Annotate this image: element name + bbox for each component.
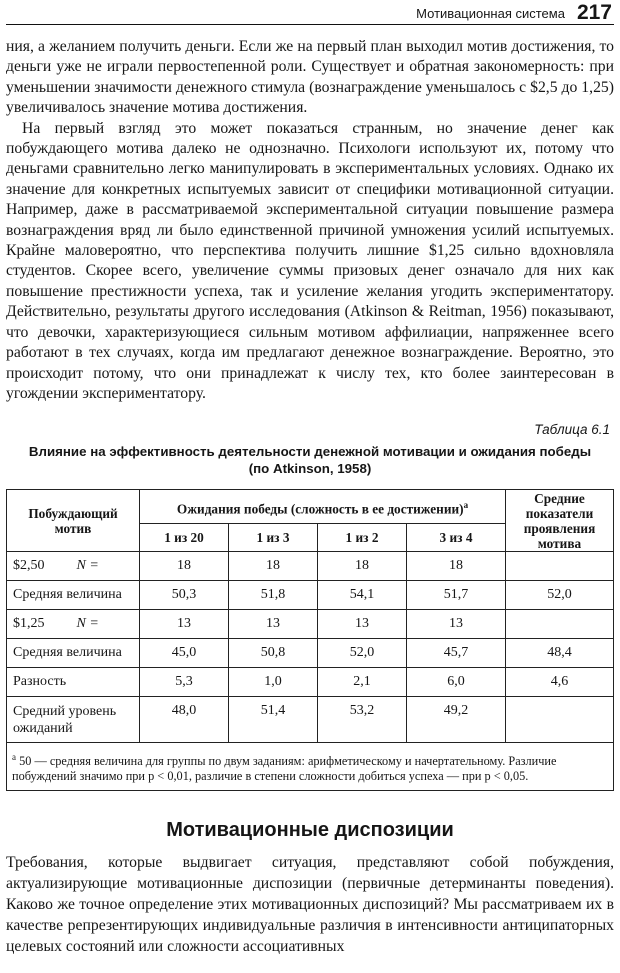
section-heading: Мотивационные диспозиции [166, 819, 454, 842]
table-cell: 45,7 [407, 639, 506, 668]
table-footnote [6, 743, 614, 791]
table-cell: 2,1 [318, 668, 407, 697]
average-cell [506, 697, 614, 743]
table-cell: 54,1 [318, 581, 407, 610]
average-cell [506, 610, 614, 639]
row-label [7, 552, 140, 581]
n-equals: N = [76, 558, 99, 574]
footnote-marker: а [12, 752, 16, 763]
average-cell: 48,4 [506, 639, 614, 668]
table-cell: 13 [140, 610, 229, 639]
table-cell: 48,0 [140, 697, 229, 743]
table-title-line-1: Влияние на эффективность деятельности денежной мотивации и ожидания победы [28, 444, 592, 460]
table-cell: 52,0 [318, 639, 407, 668]
subheader-4: 3 из 4 [407, 524, 506, 552]
average-cell: 4,6 [506, 668, 614, 697]
row-label [7, 610, 140, 639]
n-equals: N = [76, 616, 99, 632]
table-cell: 53,2 [318, 697, 407, 743]
paragraph-2: На первый взгляд это может показаться странным, но значение денег как побуждающего мотива далеко не однозначно. Психологи используют их, потому что деньгами сравнительно легко манипулировать в экспериментальных условиях. Однако их значение для конкретных испытуемых зависит от специфики мотивационной ситуации. Например, даже в рассматриваемой экспериментальной ситуации повышение размера вознаграждения вряд ли было единственной причиной умножения усилий испытуемых. Крайне маловероятно, что перспектива получить лишние $1,25 сильно вдохновляла студентов. Скорее всего, увеличение суммы призовых денег означало для них как повышение престижности успеха, так и усиление желания угодить экспериментатору. Действительно, результаты другого исследования (Atkinson & Reitman, 1956) показывают, что девочки, характеризующиеся сильным мотивом аффилиации, напряженнее всего работают в тех случаях, когда им предлагают денежное вознаграждение. Вероятно, это происходит потому, что они принадлежат к числу тех, кто более заинтересован в угождении экспериментатору. [6, 119, 614, 402]
footnote-mark: а [463, 499, 469, 510]
table-cell: 50,3 [140, 581, 229, 610]
table-title [6, 443, 614, 477]
table-row [7, 697, 614, 743]
header-expectation [140, 490, 506, 524]
table-cell: 18 [229, 552, 318, 581]
running-title: Мотивационная система [416, 6, 565, 21]
page-number: 217 [576, 1, 612, 24]
table-cell: 6,0 [407, 668, 506, 697]
table-cell: 49,2 [407, 697, 506, 743]
table-title-line-2: (по Atkinson, 1958) [248, 461, 372, 477]
subheader-3: 1 из 2 [318, 524, 407, 552]
table-row [7, 581, 614, 610]
table-row [7, 639, 614, 668]
header-motive: Побуждающий мотив [7, 490, 140, 552]
running-head [6, 0, 614, 25]
table-row [7, 668, 614, 697]
table-cell: 50,8 [229, 639, 318, 668]
row-label: Разность [7, 668, 140, 697]
table-cell: 5,3 [140, 668, 229, 697]
average-cell: 52,0 [506, 581, 614, 610]
header-average: Средние показатели проявления мотива [506, 490, 614, 552]
table-cell: 18 [318, 552, 407, 581]
table-cell: 13 [318, 610, 407, 639]
table-cell: 18 [140, 552, 229, 581]
table-cell: 51,8 [229, 581, 318, 610]
average-cell [506, 552, 614, 581]
subheader-2: 1 из 3 [229, 524, 318, 552]
table-cell: 18 [407, 552, 506, 581]
paragraph-1: ния, а желанием получить деньги. Если же на первый план выходил мотив достижения, то деньги уже не играли первостепенной роли. Существует и обратная закономерность: при уменьшении значимости денежного стимула (вознаграждение уменьшалось с $2,5 до 1,25) увеличивалось значение мотива достижения. [6, 38, 614, 117]
table-cell: 13 [407, 610, 506, 639]
table-cell: 45,0 [140, 639, 229, 668]
row-label: Средний уровень ожиданий [7, 697, 140, 743]
row-label: Средняя величина [7, 581, 140, 610]
table-cell: 1,0 [229, 668, 318, 697]
row-label: Средняя величина [7, 639, 140, 668]
footnote-text: 50 — средняя величина для группы по двум заданиям: арифметическому и начертательному. Различие побуждений значимо при p < 0,01, различие в степени сложности добиться успеха — при p < 0,05. [12, 754, 557, 784]
table-cell: 51,4 [229, 697, 318, 743]
header-expectation-text: Ожидания победы (сложность в ее достижении) [176, 501, 464, 517]
table-row [7, 610, 614, 639]
table-label: Таблица 6.1 [534, 422, 610, 438]
table-header-row [7, 490, 614, 524]
section-paragraph: Требования, которые выдвигает ситуация, представляют собой побуждения, актуализирующие мотивационные диспозиции (первичные детерминанты поведения). Каково же точное определение этих мотивационных диспозиций? Мы рассматриваем их в качестве репрезентирующих индивидуальные различия в интенсивности антиципаторных целевых состояний или сложности ассоциативных [6, 854, 614, 956]
row-label-text: $2,50 [13, 558, 45, 574]
table-cell: 51,7 [407, 581, 506, 610]
data-table [6, 489, 614, 743]
table-row [7, 552, 614, 581]
row-label-text: $1,25 [13, 616, 45, 632]
table-cell: 13 [229, 610, 318, 639]
subheader-1: 1 из 20 [140, 524, 229, 552]
